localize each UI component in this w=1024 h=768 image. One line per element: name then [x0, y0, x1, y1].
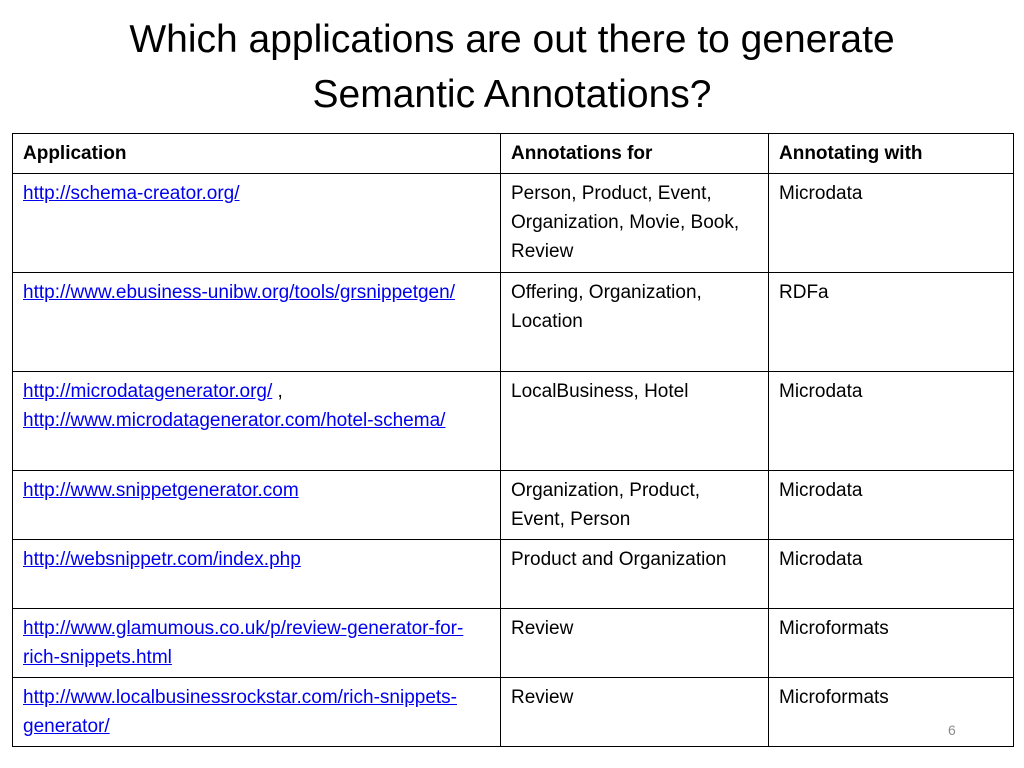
- annotating-with-cell: Microdata: [769, 174, 1014, 273]
- application-cell: [13, 273, 501, 372]
- application-link-secondary[interactable]: http://www.microdatagenerator.com/hotel-schema/: [23, 410, 446, 431]
- link-separator: ,: [272, 381, 283, 402]
- table-row: [13, 372, 1014, 471]
- title-line-2: Semantic Annotations?: [312, 73, 712, 116]
- application-cell: [13, 471, 501, 540]
- annotating-with-cell: RDFa: [769, 273, 1014, 372]
- application-link[interactable]: http://www.glamumous.co.uk/p/review-generator-for-rich-snippets.html: [23, 618, 464, 668]
- annotating-with-cell: Microdata: [769, 372, 1014, 471]
- header-annotating-with: Annotating with: [769, 134, 1014, 174]
- application-link[interactable]: http://websnippetr.com/index.php: [23, 549, 301, 570]
- application-cell: [13, 372, 501, 471]
- table-header-row: [13, 134, 1014, 174]
- page-number: 6: [948, 722, 956, 738]
- application-cell: [13, 678, 501, 747]
- application-link[interactable]: http://www.localbusinessrockstar.com/rich-snippets-generator/: [23, 687, 457, 737]
- slide-title: [0, 12, 1024, 122]
- application-link[interactable]: http://schema-creator.org/: [23, 183, 240, 204]
- application-cell: [13, 540, 501, 609]
- annotating-with-cell: Microdata: [769, 471, 1014, 540]
- application-cell: [13, 174, 501, 273]
- annotating-with-cell: Microformats: [769, 609, 1014, 678]
- annotations-for-cell: Organization, Product, Event, Person: [501, 471, 769, 540]
- application-link[interactable]: http://www.snippetgenerator.com: [23, 480, 299, 501]
- application-link[interactable]: http://microdatagenerator.org/: [23, 381, 273, 402]
- table-row: [13, 273, 1014, 372]
- annotations-for-cell: Product and Organization: [501, 540, 769, 609]
- header-application: Application: [13, 134, 501, 174]
- table-row: [13, 609, 1014, 678]
- application-cell: [13, 609, 501, 678]
- title-line-1: Which applications are out there to generate: [129, 18, 895, 61]
- table-row: [13, 678, 1014, 747]
- annotations-for-cell: Offering, Organization, Location: [501, 273, 769, 372]
- annotating-with-cell: Microdata: [769, 540, 1014, 609]
- annotations-for-cell: Review: [501, 609, 769, 678]
- header-annotations-for: Annotations for: [501, 134, 769, 174]
- table-row: [13, 174, 1014, 273]
- annotations-for-cell: Review: [501, 678, 769, 747]
- applications-table: [12, 133, 1014, 747]
- annotating-with-cell: Microformats: [769, 678, 1014, 747]
- application-link[interactable]: http://www.ebusiness-unibw.org/tools/grsnippetgen/: [23, 282, 455, 303]
- table-row: [13, 471, 1014, 540]
- table-row: [13, 540, 1014, 609]
- annotations-for-cell: LocalBusiness, Hotel: [501, 372, 769, 471]
- annotations-for-cell: Person, Product, Event, Organization, Movie, Book, Review: [501, 174, 769, 273]
